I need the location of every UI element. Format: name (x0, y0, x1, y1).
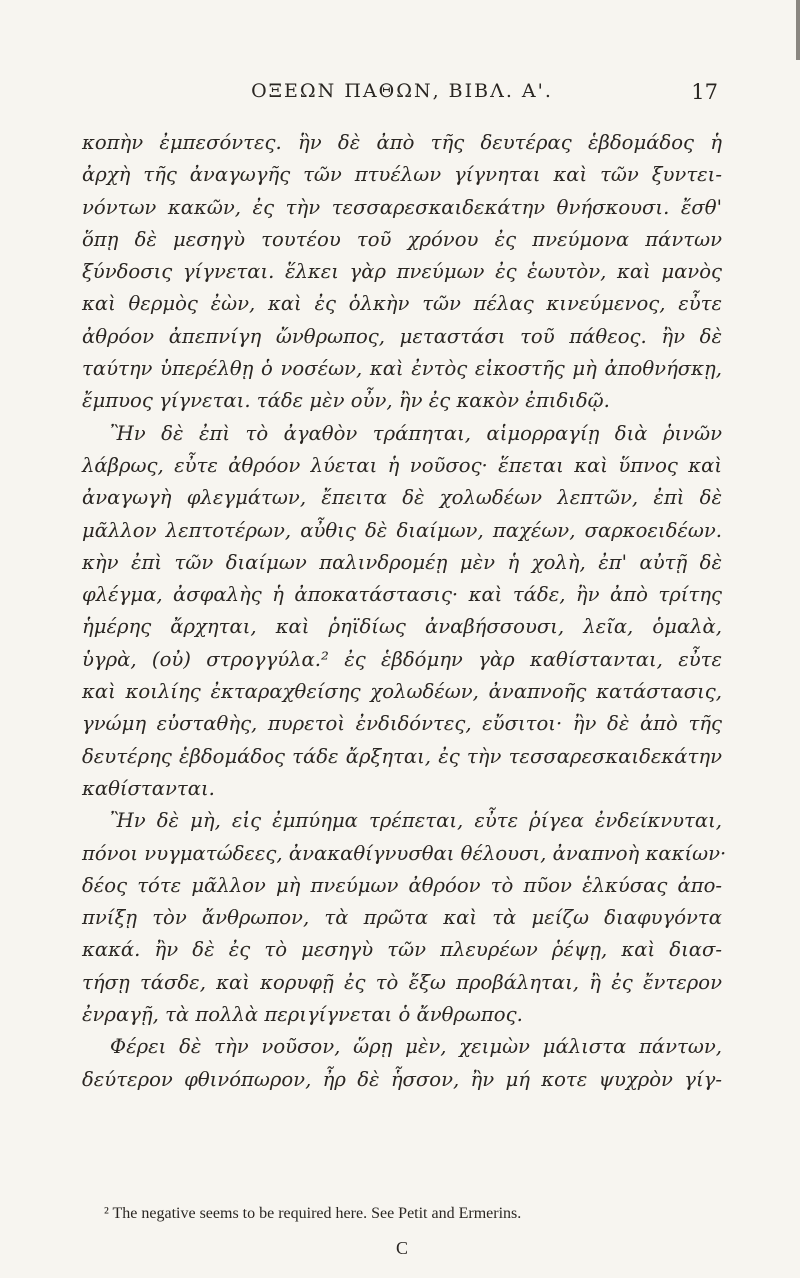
text-line: τήσῃ τάσδε, καὶ κορυφῇ ἐς τὸ ἔξω προβάληται, ἢ ἐς ἔντερον (82, 970, 722, 994)
text-line: κὴν ἐπὶ τῶν διαίμων παλινδρομέῃ μὲν ἡ χολὴ, ἐπ' αὐτῇ δὲ (82, 550, 722, 574)
text-line: μᾶλλον λεπτοτέρων, αὖθις δὲ διαίμων, παχέων, σαρκοειδέων. (82, 518, 722, 542)
text-line: ἐνραγῇ, τὰ πολλὰ περιγίγνεται ὁ ἄνθρωπος. (82, 1003, 523, 1027)
page-edge-shadow (796, 0, 800, 60)
text-line: ὑγρὰ, (οὐ) στρογγύλα.² ἐς ἑβδόμην γὰρ καθίστανται, εὖτε (82, 647, 722, 671)
text-line: ἔμπυος γίγνεται. τάδε μὲν οὖν, ἢν ἐς κακὸν ἐπιδιδῷ. (82, 389, 610, 413)
text-line: γνώμη εὐσταθὴς, πυρετοὶ ἐνδιδόντες, εὔσιτοι· ἢν δὲ ἀπὸ τῆς (82, 712, 722, 736)
text-line: πνίξῃ τὸν ἄνθρωπον, τὰ πρῶτα καὶ τὰ μείζω διαφυγόντα (82, 906, 722, 930)
text-line: ἡμέρης ἄρχηται, καὶ ῥηϊδίως ἀναβήσσουσι, λεῖα, ὁμαλὰ, (82, 615, 722, 639)
text-line: καὶ θερμὸς ἐὼν, καὶ ἐς ὁλκὴν τῶν πέλας κινεύμενος, εὖτε (82, 292, 722, 316)
text-line: ταύτην ὑπερέλθῃ ὁ νοσέων, καὶ ἐντὸς εἰκοστῆς μὴ ἀποθνήσκῃ, (82, 357, 722, 381)
text-line: ἀθρόον ἀπεπνίγη ὤνθρωπος, μεταστάσι τοῦ πάθεος. ἢν δὲ (82, 324, 722, 348)
text-line: πόνοι νυγματώδεες, ἀνακαθίγνυσθαι θέλουσι, ἀναπνοὴ κακίων· (82, 841, 727, 865)
text-line: ἀρχὴ τῆς ἀναγωγῆς τῶν πτυέλων γίγνηται καὶ τῶν ξυντει- (82, 163, 722, 187)
text-line: καὶ κοιλίης ἐκταραχθείσης χολωδέων, ἀναπνοῆς κατάστασις, (82, 680, 722, 704)
body-text (82, 127, 727, 1096)
text-line: δεύτερον φθινόπωρον, ἦρ δὲ ἧσσον, ἢν μή κοτε ψυχρὸν γίγ- (82, 1067, 722, 1091)
page-number: 17 (691, 80, 718, 104)
text-line: κοπὴν ἐμπεσόντες. ἣν δὲ ἀπὸ τῆς δευτέρας ἑβδομάδος ἡ (82, 131, 722, 154)
paragraph-start-line: Ἢν δὲ ἐπὶ τὸ ἀγαθὸν τράπηται, αἱμορραγίῃ διὰ ῥινῶν (110, 421, 722, 445)
text-line: ἀναγωγὴ φλεγμάτων, ἔπειτα δὲ χολωδέων λεπτῶν, ἐπὶ δὲ (82, 486, 722, 510)
text-line: ξύνδοσις γίγνεται. ἕλκει γὰρ πνεύμων ἐς ἑωυτὸν, καὶ μανὸς (82, 260, 722, 284)
text-line: κακά. ἢν δὲ ἐς τὸ μεσηγὺ τῶν πλευρέων ῥέψῃ, καὶ διασ- (82, 938, 722, 962)
text-line: δευτέρης ἑβδομάδος τάδε ἄρξηται, ἐς τὴν τεσσαρεσκαιδεκάτην (82, 744, 722, 768)
text-line: φλέγμα, ἀσφαλὴς ἡ ἀποκατάστασις· καὶ τάδε, ἢν ἀπὸ τρίτης (82, 583, 722, 607)
text-line: λάβρως, εὖτε ἀθρόον λύεται ἡ νοῦσος· ἕπεται καὶ ὕπνος καὶ (82, 453, 722, 477)
footnote: ² The negative seems to be required here. See Petit and Ermerins. (104, 1205, 522, 1222)
text-line: νόντων κακῶν, ἐς τὴν τεσσαρεσκαιδεκάτην θνήσκουσι. ἔσθ' (82, 195, 722, 219)
running-title: ΟΞΕΩΝ ΠΑΘΩΝ, ΒΙΒΛ. Α'. (251, 80, 553, 102)
text-line: δέος τότε μᾶλλον μὴ πνεύμων ἀθρόον τὸ πῦον ἑλκύσας ἀπο- (82, 873, 722, 897)
running-head (82, 80, 722, 110)
paragraph-start-line: Φέρει δὲ τὴν νοῦσον, ὥρῃ μὲν, χειμὼν μάλιστα πάντων, (110, 1035, 722, 1059)
text-line: καθίστανται. (82, 776, 215, 800)
text-line: ὅπῃ δὲ μεσηγὺ τουτέου τοῦ χρόνου ἐς πνεύμονα πάντων (82, 227, 722, 251)
signature-mark: C (395, 1238, 408, 1258)
paragraph-start-line: Ἢν δὲ μὴ, εἰς ἐμπύημα τρέπεται, εὖτε ῥίγεα ἐνδείκνυται, (110, 809, 722, 833)
